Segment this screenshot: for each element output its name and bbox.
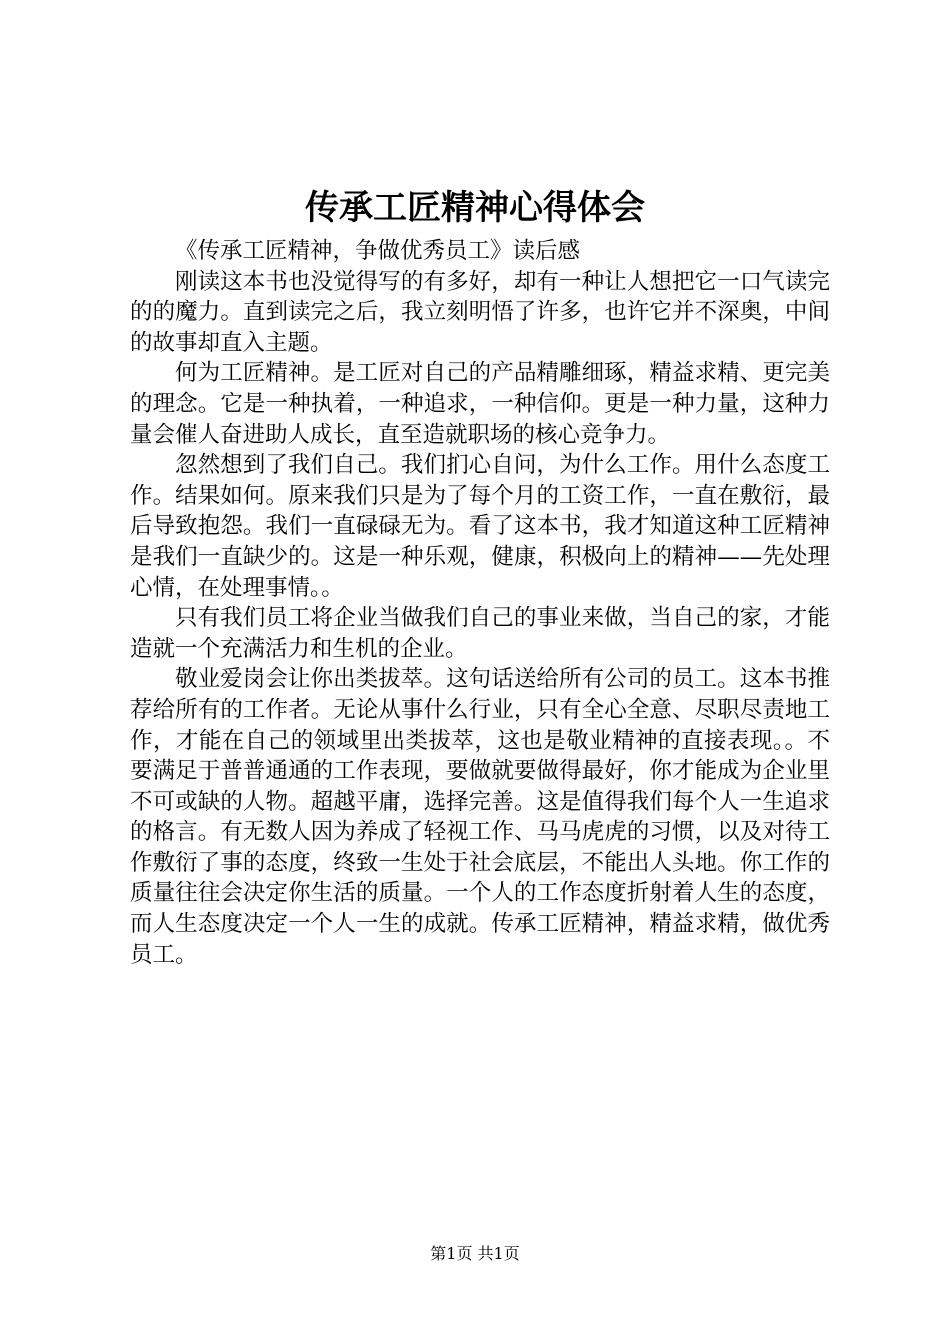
body-paragraph: 只有我们员工将企业当做我们自己的事业来做，当自己的家，才能造就一个充满活力和生机的企业。 bbox=[130, 605, 830, 662]
page-footer: 第1页 共1页 bbox=[430, 1244, 520, 1263]
body-paragraph: 何为工匠精神。是工匠对自己的产品精雕细琢，精益求精、更完美的理念。它是一种执着，一种追求，一种信仰。更是一种力量，这种力量会催人奋进助人成长，直至造就职场的核心竞争力。 bbox=[130, 360, 830, 448]
body-paragraph: 忽然想到了我们自己。我们扪心自问，为什么工作。用什么态度工作。结果如何。原来我们只是为了每个月的工资工作，一直在敷衍，最后导致抱怨。我们一直碌碌无为。看了这本书，我才知道这种工匠精神是我们一直缺少的。这是一种乐观，健康，积极向上的精神——先处理心情，在处理事情。。 bbox=[130, 452, 830, 601]
subtitle-paragraph: 《传承工匠精神，争做优秀员工》读后感 bbox=[175, 238, 581, 264]
document-body bbox=[130, 236, 830, 970]
body-paragraph: 刚读这本书也没觉得写的有多好，却有一种让人想把它一口气读完的的魔力。直到读完之后，我立刻明悟了许多，也许它并不深奥，中间的故事却直入主题。 bbox=[130, 268, 830, 356]
document-title: 传承工匠精神心得体会 bbox=[305, 188, 645, 228]
body-paragraph: 敬业爱岗会让你出类拔萃。这句话送给所有公司的员工。这本书推荐给所有的工作者。无论从事什么行业，只有全心全意、尽职尽责地工作，才能在自己的领域里出类拔萃，这也是敬业精神的直接表现。。不要满足于普普通通的工作表现，要做就要做得最好，你才能成为企业里不可或缺的人物。超越平庸，选择完善。这是值得我们每个人一生追求的格言。有无数人因为养成了轻视工作、马马虎虎的习惯，以及对待工作敷衍了事的态度，终致一生处于社会底层，不能出人头地。你工作的质量往往会决定你生活的质量。一个人的工作态度折射着人生的态度，而人生态度决定一个人一生的成就。传承工匠精神，精益求精，做优秀员工。 bbox=[130, 666, 830, 968]
